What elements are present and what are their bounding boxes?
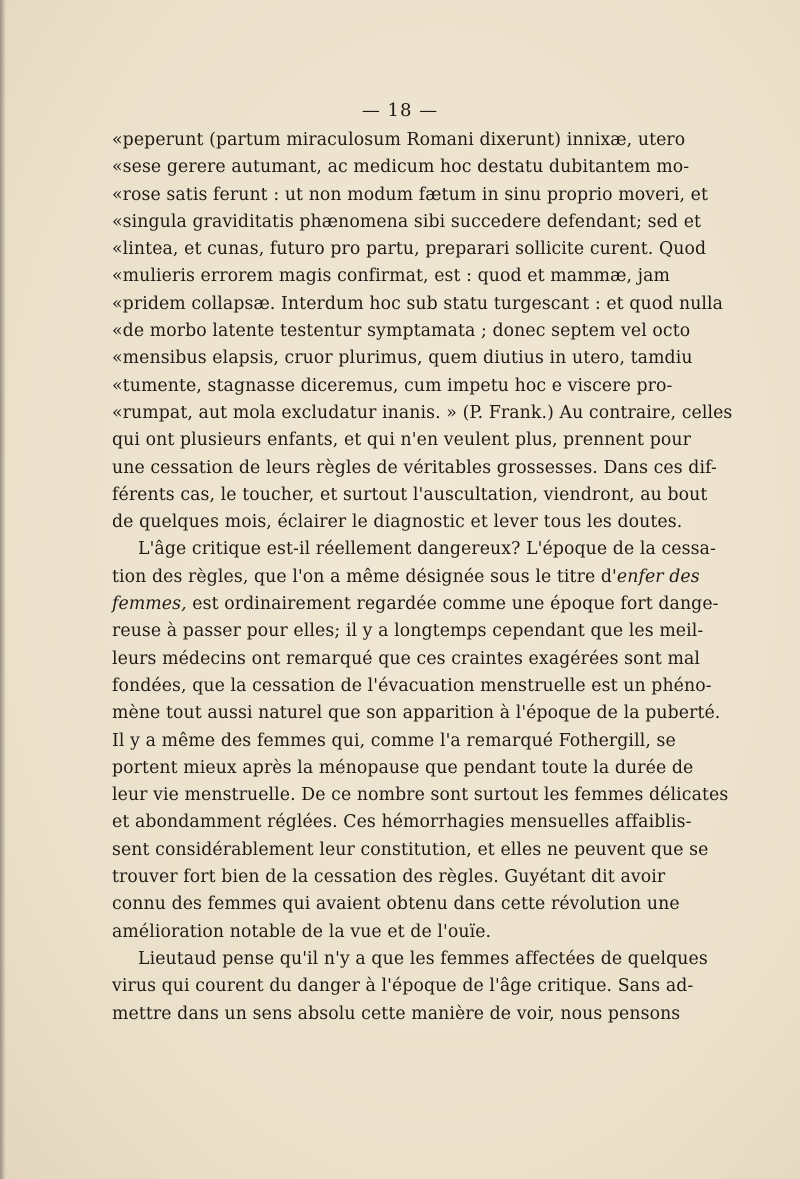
text-line: mène tout aussi naturel que son apparition à l'époque de la puberté. [112, 703, 721, 724]
text-line: leurs médecins ont remarqué que ces craintes exagérées sont mal [112, 648, 701, 669]
text-line: portent mieux après la ménopause que pendant toute la durée de [112, 757, 694, 778]
text-line: Lieutaud pense qu'il n'y a que les femmes affectées de quelques [138, 948, 708, 969]
page-binding-edge [0, 0, 6, 1179]
text-line: «sese gerere autumant, ac medicum hoc destatu dubitantem mo- [112, 157, 690, 178]
italic-title-span: femmes, [112, 594, 187, 615]
text-line: une cessation de leurs règles de véritables grossesses. Dans ces dif- [112, 457, 717, 478]
text-line: qui ont plusieurs enfants, et qui n'en veulent plus, prennent pour [112, 430, 691, 451]
text-line: fondées, que la cessation de l'évacuation menstruelle est un phéno- [112, 675, 712, 696]
text-line: amélioration notable de la vue et de l'ouïe. [112, 921, 492, 942]
text-line: de quelques mois, éclairer le diagnostic et lever tous les doutes. [112, 512, 683, 533]
text-line: «rose satis ferunt : ut non modum fætum in sinu proprio moveri, et [112, 184, 709, 205]
text-line: reuse à passer pour elles; il y a longtemps cependant que les meil- [112, 621, 704, 642]
text-line: «tumente, stagnasse diceremus, cum impetu hoc e viscere pro- [112, 375, 673, 396]
text-line: mettre dans un sens absolu cette manière de voir, nous pensons [112, 1003, 681, 1024]
text-line: «lintea, et cunas, futuro pro partu, preparari sollicite curent. Quod [112, 239, 707, 260]
text-line [112, 591, 798, 618]
body-text [112, 127, 798, 1028]
text-line: trouver fort bien de la cessation des règles. Guyétant dit avoir [112, 867, 666, 888]
text-span: tion des règles, que l'on a même désignée sous le titre d' [112, 566, 617, 587]
text-line [112, 564, 798, 591]
text-line: connu des femmes qui avaient obtenu dans cette révolution une [112, 894, 680, 915]
text-span: est ordinairement regardée comme une époque fort dange- [186, 594, 719, 615]
text-line: «de morbo latente testentur symptamata ; donec septem vel octo [112, 321, 691, 342]
text-line: L'âge critique est-il réellement dangereux? L'époque de la cessa- [138, 539, 716, 560]
text-line: férents cas, le toucher, et surtout l'auscultation, viendront, au bout [112, 484, 708, 505]
text-line: sent considérablement leur constitution, et elles ne peuvent que se [112, 839, 709, 860]
page-number: — 18 — [361, 100, 439, 121]
text-line: leur vie menstruelle. De ce nombre sont surtout les femmes délicates [112, 785, 729, 806]
text-line: virus qui courent du danger à l'époque de l'âge critique. Sans ad- [112, 976, 694, 997]
text-line: et abondamment réglées. Ces hémorrhagies mensuelles affaiblis- [112, 812, 692, 833]
text-line: «mensibus elapsis, cruor plurimus, quem diutius in utero, tamdiu [112, 348, 693, 369]
text-line: Il y a même des femmes qui, comme l'a remarqué Fothergill, se [112, 730, 676, 751]
text-line: «mulieris errorem magis confirmat, est : quod et mammæ, jam [112, 266, 671, 287]
text-line: «singula graviditatis phænomena sibi succedere defendant; sed et [112, 211, 702, 232]
text-line: «pridem collapsæ. Interdum hoc sub statu turgescant : et quod nulla [112, 293, 724, 314]
italic-title-span: enfer des [616, 566, 700, 587]
text-line: «rumpat, aut mola excludatur inanis. » (P. Frank.) Au contraire, celles [112, 402, 733, 423]
text-line: «peperunt (partum miraculosum Romani dixerunt) innixæ, utero [112, 130, 686, 150]
